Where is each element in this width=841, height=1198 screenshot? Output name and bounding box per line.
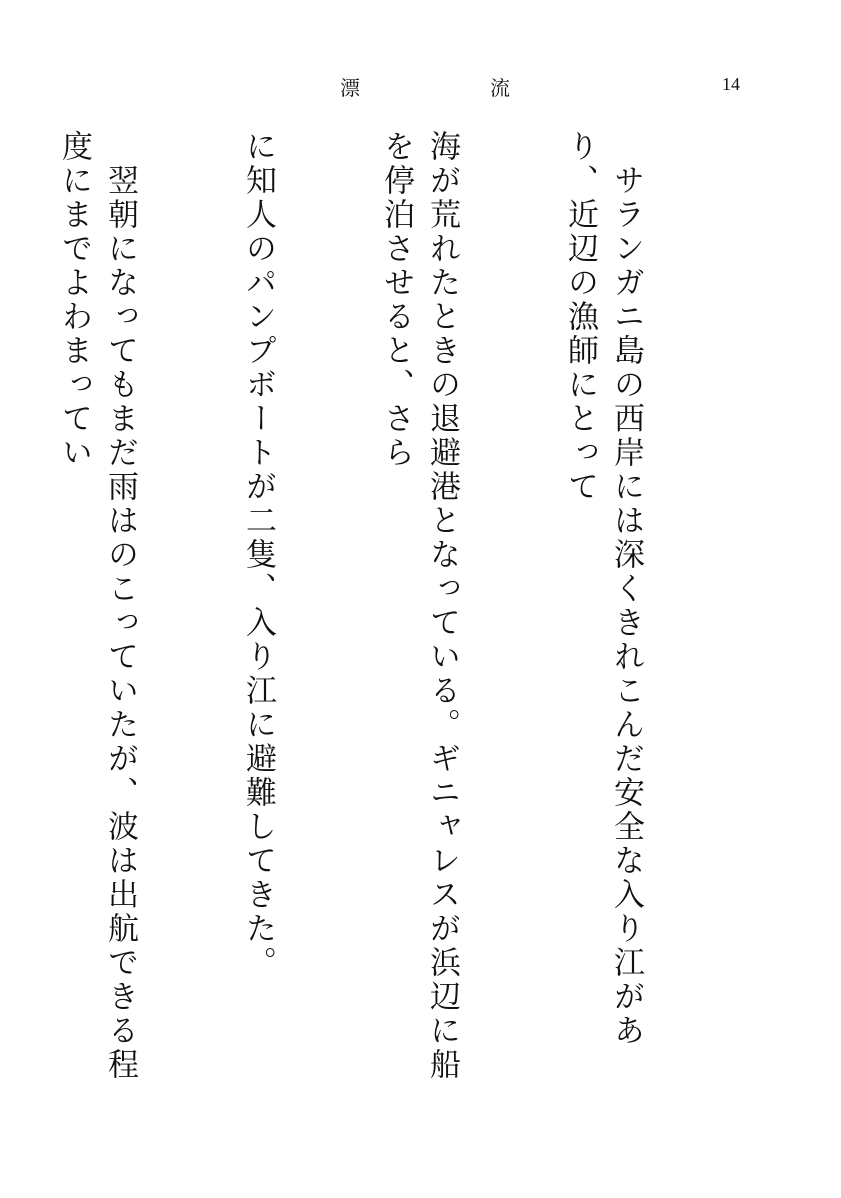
- running-title: [340, 72, 510, 101]
- running-title-char-2: 流: [490, 76, 510, 100]
- text-line-3: に知人のパンプボートが二隻、入り江に避難してきた。: [240, 130, 276, 980]
- running-title-char-1: 漂: [340, 76, 360, 100]
- body-text: [56, 130, 741, 1110]
- text-line-1: サランガニ島の西岸には深くきれこんだ安全な入り江があり、近辺の漁師にとって: [562, 130, 644, 1048]
- text-line-4: 翌朝になってもまだ雨はのこっていたが、波は出航できる程度にまでよわまってい: [56, 130, 138, 1082]
- text-line-2: 海が荒れたときの退避港となっている。ギニャレスが浜辺に船を停泊させると、さら: [378, 130, 460, 1082]
- page-number: 14: [722, 74, 740, 94]
